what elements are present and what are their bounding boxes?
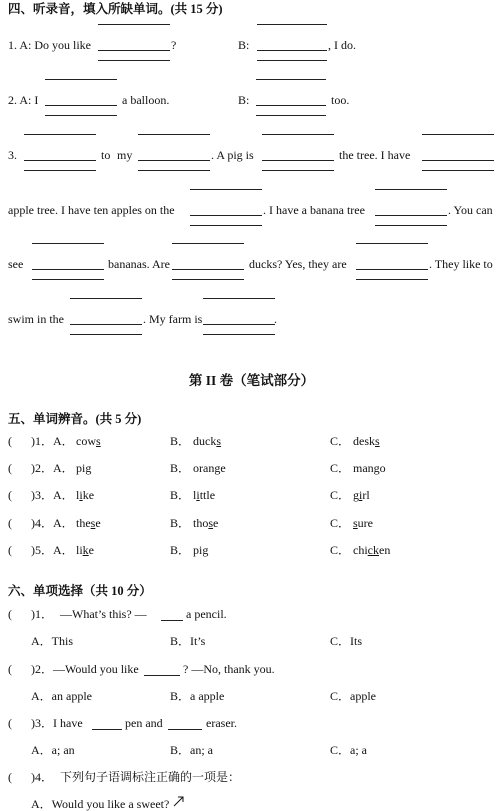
blank-line	[422, 160, 494, 161]
blank-line	[256, 79, 326, 80]
word-part: en	[379, 543, 391, 557]
choice-q2-number: )2．	[31, 662, 53, 676]
word-part: ke	[82, 488, 95, 502]
word-part: man	[353, 461, 374, 475]
phonics-row-number: )2．	[31, 461, 53, 475]
word-part: e	[213, 516, 219, 530]
choice-q1-text-end: a pencil.	[186, 607, 227, 621]
choice-q3-text-end: eraser.	[206, 716, 237, 730]
word-part: e	[220, 461, 226, 475]
blank-line	[70, 334, 142, 335]
option-b-word	[193, 516, 218, 530]
blank-line	[190, 225, 262, 226]
blank-line	[172, 269, 244, 270]
underlined-letters: i	[359, 488, 363, 502]
q1-prompt-a: 1. A: Do you like	[8, 38, 91, 52]
underlined-letters: s	[208, 516, 214, 530]
underlined-letters: ck	[367, 543, 379, 557]
option-c-label: C．	[330, 516, 351, 530]
option-a-word	[76, 461, 91, 475]
option-c-word	[353, 543, 390, 557]
passage-text: .	[274, 312, 277, 326]
blank-line	[262, 134, 334, 135]
word-part: tho	[193, 516, 209, 530]
word-part: ure	[357, 516, 373, 530]
blank-line	[203, 324, 275, 325]
option-c-word	[353, 488, 370, 502]
word-part: cow	[76, 434, 96, 448]
passage-text: . I have a banana tree	[263, 203, 365, 217]
phonics-row-number: )1．	[31, 434, 53, 448]
choice-q1-option-b: B．It’s	[170, 634, 206, 648]
q2-prompt-a: 2. A: I	[8, 93, 39, 107]
choice-q3-option-b: B．an; a	[170, 743, 213, 757]
option-b-word	[193, 488, 215, 502]
blank-line	[161, 620, 183, 621]
blank-line	[70, 298, 142, 299]
blank-line	[98, 50, 170, 51]
choice-q3-number: )3．	[31, 716, 53, 730]
blank-line	[24, 160, 96, 161]
blank-line	[98, 24, 170, 25]
blank-line	[70, 324, 142, 325]
choice-q1-option-a: A．This	[31, 634, 74, 648]
blank-line	[256, 105, 326, 106]
paren-open: (	[8, 716, 12, 730]
blank-line	[32, 279, 104, 280]
passage-text: the tree. I have	[339, 148, 411, 162]
option-b-label: B．	[170, 461, 191, 475]
choice-q3-text-mid: pen and	[125, 716, 163, 730]
q3-number: 3.	[8, 148, 17, 162]
word-part: duck	[193, 434, 217, 448]
passage-text: apple tree. I have ten apples on the	[8, 203, 175, 217]
option-a-label: A．	[53, 516, 74, 530]
passage-text: . You can	[448, 203, 493, 217]
choice-q3-text: I have	[53, 716, 83, 730]
word-part: rl	[362, 488, 370, 502]
choice-q4-number: )4．	[31, 770, 53, 784]
underlined-letters: i	[196, 488, 200, 502]
choice-q2-option-c: C．apple	[330, 689, 376, 703]
underlined-letters: g	[214, 461, 221, 475]
blank-line	[144, 675, 180, 676]
underlined-letters: s	[353, 516, 358, 530]
q2-prompt-a-end: a balloon.	[122, 93, 170, 107]
option-c-word	[353, 516, 373, 530]
rising-intonation-arrow-icon	[173, 795, 185, 807]
option-a-word	[76, 516, 101, 530]
blank-line	[190, 189, 262, 190]
choice-q3-option-c: C．a; a	[330, 743, 367, 757]
part-2-title: 第 II 卷（笔试部分）	[188, 373, 315, 388]
blank-line	[356, 269, 428, 270]
option-a-label: A．	[53, 488, 74, 502]
passage-text: swim in the	[8, 312, 64, 326]
blank-line	[24, 170, 96, 171]
option-b-word	[193, 434, 221, 448]
word-part: g	[353, 488, 359, 502]
blank-line	[98, 60, 170, 61]
blank-line	[203, 298, 275, 299]
option-b-label: B．	[170, 543, 191, 557]
choice-q1-option-c: C．Its	[330, 634, 363, 648]
q1-answer-b: , I do.	[328, 38, 356, 52]
choice-q1-text: —What’s this? —	[60, 607, 147, 621]
blank-line	[32, 243, 104, 244]
option-c-label: C．	[330, 543, 351, 557]
blank-line	[138, 134, 210, 135]
paren-open: (	[8, 543, 12, 557]
blank-line	[45, 105, 117, 106]
underlined-letters: k	[82, 543, 89, 557]
word-part: pi	[76, 461, 86, 475]
q1-question-mark: ?	[171, 38, 177, 52]
q1-speaker-b: B:	[238, 38, 250, 52]
blank-line	[375, 215, 447, 216]
option-c-label: C．	[330, 488, 351, 502]
blank-line	[190, 215, 262, 216]
blank-line	[138, 160, 210, 161]
option-c-label: C．	[330, 461, 351, 475]
word-part: pi	[193, 543, 203, 557]
blank-line	[356, 279, 428, 280]
section-6-heading: 六、单项选择（共 10 分）	[8, 584, 152, 598]
word-part: l	[193, 488, 197, 502]
blank-line	[422, 134, 494, 135]
blank-line	[45, 79, 117, 80]
option-a-word	[76, 488, 94, 502]
blank-line	[257, 50, 327, 51]
word-part: o	[379, 461, 386, 475]
word-part: l	[76, 488, 80, 502]
paren-open: (	[8, 516, 12, 530]
option-a-label: A．	[53, 434, 74, 448]
underlined-letters: g	[373, 461, 380, 475]
passage-text: to	[101, 148, 111, 162]
section-5-heading: 五、单词辨音。(共 5 分)	[8, 412, 142, 426]
underlined-letters: s	[216, 434, 221, 448]
phonics-row-number: )4．	[31, 516, 53, 530]
underlined-letters: g	[85, 461, 92, 475]
choice-q1-number: )1．	[31, 607, 53, 621]
blank-line	[422, 170, 494, 171]
word-part: desk	[353, 434, 375, 448]
blank-line	[172, 279, 244, 280]
paren-open: (	[8, 662, 12, 676]
paren-open: (	[8, 434, 12, 448]
blank-line	[24, 134, 96, 135]
blank-line	[138, 170, 210, 171]
choice-q4-text: 下列句子语调标注正确的一项是：	[60, 770, 241, 784]
option-a-word	[76, 543, 94, 557]
phonics-row-number: )3．	[31, 488, 53, 502]
passage-text: . A pig is	[211, 148, 254, 162]
blank-line	[203, 334, 275, 335]
paren-open: (	[8, 770, 12, 784]
underlined-letters: s	[96, 434, 101, 448]
passage-text: ducks? Yes, they are	[249, 257, 347, 271]
blank-line	[375, 189, 447, 190]
blank-line	[256, 115, 326, 116]
blank-line	[168, 729, 202, 730]
underlined-letters: i	[79, 488, 83, 502]
blank-line	[257, 24, 327, 25]
option-c-label: C．	[330, 434, 351, 448]
word-part: e	[95, 516, 101, 530]
q2-answer-b: too.	[331, 93, 350, 107]
choice-q2-option-b: B．a apple	[170, 689, 225, 703]
section-4-heading: 四、听录音，填入所缺单词。(共 15 分)	[8, 2, 223, 16]
blank-line	[262, 160, 334, 161]
paren-open: (	[8, 488, 12, 502]
word-part: li	[76, 543, 83, 557]
option-b-word	[193, 543, 208, 557]
underlined-letters: s	[90, 516, 96, 530]
option-a-label: A．	[53, 543, 74, 557]
choice-q2-text-end: ? —No, thank you.	[183, 662, 275, 676]
option-a-word	[76, 434, 101, 448]
underlined-letters: s	[375, 434, 380, 448]
word-part: chi	[353, 543, 368, 557]
option-c-word	[353, 434, 380, 448]
blank-line	[356, 243, 428, 244]
option-b-label: B．	[170, 434, 191, 448]
choice-q3-option-a: A．a; an	[31, 743, 75, 757]
paren-open: (	[8, 607, 12, 621]
blank-line	[172, 243, 244, 244]
option-b-label: B．	[170, 488, 191, 502]
choice-q4-option-a: A．Would you like a sweet?	[31, 797, 170, 811]
underlined-letters: g	[202, 543, 209, 557]
passage-text: my	[117, 148, 133, 162]
option-c-word	[353, 461, 386, 475]
choice-q2-option-a: A．an apple	[31, 689, 92, 703]
blank-line	[32, 269, 104, 270]
passage-text: . They like to	[429, 257, 493, 271]
choice-q2-text: —Would you like	[53, 662, 139, 676]
blank-line	[45, 115, 117, 116]
word-part: e	[88, 543, 94, 557]
phonics-row-number: )5．	[31, 543, 53, 557]
word-part: the	[76, 516, 91, 530]
passage-text: see	[8, 257, 24, 271]
option-a-label: A．	[53, 461, 74, 475]
blank-line	[92, 729, 122, 730]
passage-text: bananas. Are	[108, 257, 170, 271]
paren-open: (	[8, 461, 12, 475]
word-part: oran	[193, 461, 215, 475]
blank-line	[257, 60, 327, 61]
blank-line	[262, 170, 334, 171]
option-b-word	[193, 461, 226, 475]
word-part: ttle	[199, 488, 216, 502]
option-b-label: B．	[170, 516, 191, 530]
passage-text: . My farm is	[143, 312, 203, 326]
blank-line	[375, 225, 447, 226]
q2-speaker-b: B:	[238, 93, 250, 107]
